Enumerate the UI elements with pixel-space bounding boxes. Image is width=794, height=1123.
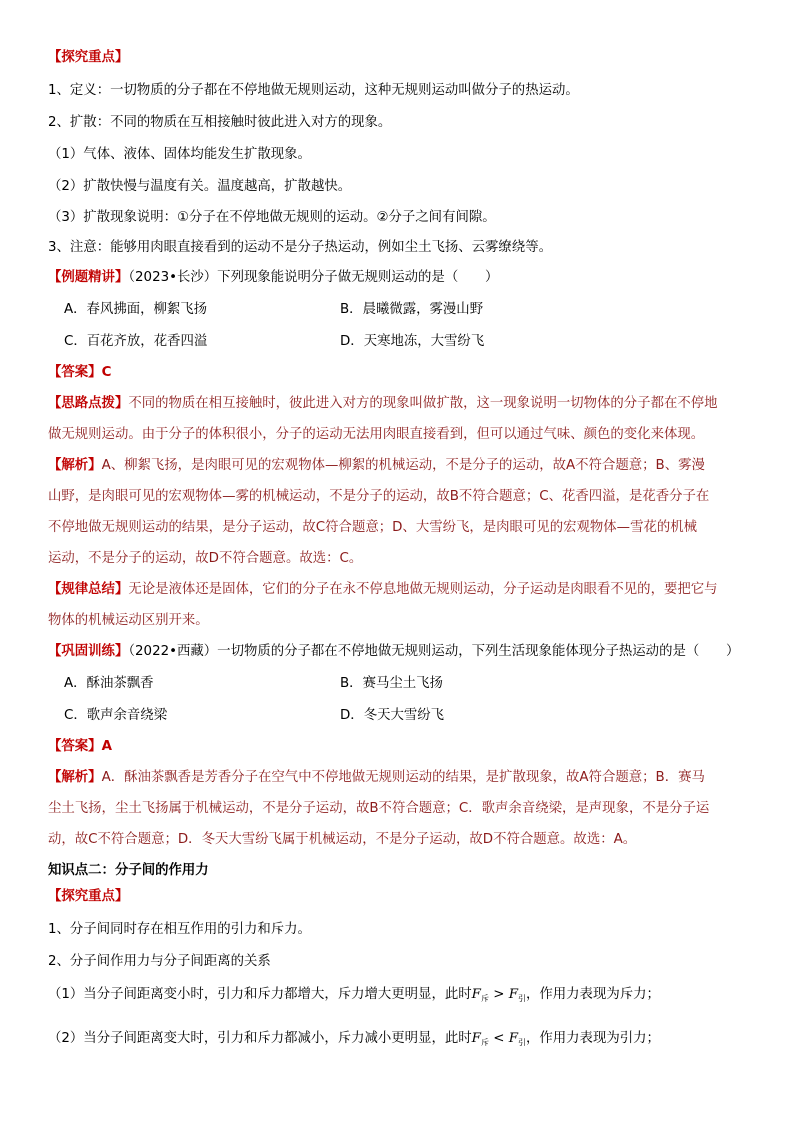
analysis-tag: 【解析】 (48, 458, 102, 473)
diffusion-sub-3: （3）扩散现象说明：①分子在不停地做无规则的运动。②分子之间有间隙。 (48, 210, 496, 225)
example-option-d: D．天寒地冻，大雪纷飞 (340, 334, 485, 349)
example-answer (48, 363, 111, 383)
practice-question-text: （2022•西藏）一切物质的分子都在不停地做无规则运动，下列生活现象能体现分子热运动的是（ ） (128, 644, 740, 659)
diffusion-sub-1: （1）气体、液体、固体均能发生扩散现象。 (48, 147, 311, 162)
hint-tag: 【思路点拨】 (48, 396, 129, 411)
definition-point: 1、定义：一切物质的分子都在不停地做无规则运动，这种无规则运动叫做分子的热运动。 (48, 83, 579, 98)
section-heading: 【探究重点】 (48, 889, 129, 904)
practice-option-c: C．歌声余音绕梁 (64, 708, 168, 723)
note-point: 3、注意：能够用肉眼直接看到的运动不是分子热运动，例如尘土飞扬、云雾缭绕等。 (48, 240, 552, 255)
force-point-1: 1、分子间同时存在相互作用的引力和斥力。 (48, 922, 311, 937)
rule-tag: 【规律总结】 (48, 582, 129, 597)
section-heading: 【探究重点】 (48, 50, 129, 65)
practice-option-a: A．酥油茶飘香 (64, 676, 154, 691)
answer-tag: 【答案】 (48, 739, 102, 754)
practice-analysis-line-2: 尘土飞扬，尘土飞扬属于机械运动，不是分子运动，故B不符合题意；C．歌声余音绕梁，是声现象，不是分子运 (48, 801, 710, 816)
example-question-text: （2023•长沙）下列现象能说明分子做无规则运动的是（ ） (128, 270, 499, 285)
force-symbol: F (471, 1031, 481, 1046)
practice-question (48, 642, 739, 662)
practice-option-b: B．赛马尘土飞扬 (340, 676, 443, 691)
force-symbol: F (508, 1031, 518, 1046)
analysis-line-2: 山野，是肉眼可见的宏观物体—雾的机械运动，不是分子的运动，故B不符合题意；C、花香四溢，是花香分子在 (48, 489, 710, 504)
hint-line-2: 做无规则运动。由于分子的体积很小，分子的运动无法用肉眼直接看到，但可以通过气味、颜色的变化来体现。 (48, 427, 705, 442)
example-question (48, 268, 498, 288)
force-condition-2: （2）当分子间距离变大时，引力和斥力都减小，斥力减小更明显，此时$F_斥 < F_引$，作用力表现为引力； (48, 1031, 660, 1047)
force-point-2: 2、分子间作用力与分子间距离的关系 (48, 954, 271, 969)
force-symbol: F (508, 987, 518, 1002)
example-option-a: A．春风拂面，柳絮飞扬 (64, 302, 208, 317)
analysis-line-3: 不停地做无规则运动的结果，是分子运动，故C符合题意；D、大雪纷飞，是肉眼可见的宏观物体—雪花的机械 (48, 520, 698, 535)
knowledge-point-title: 知识点二：分子间的作用力 (48, 863, 209, 878)
practice-analysis-line-3: 动，故C不符合题意；D．冬天大雪纷飞属于机械运动，不是分子运动，故D不符合题意。故选：A。 (48, 832, 637, 847)
example-option-b: B．晨曦微露，雾漫山野 (340, 302, 484, 317)
practice-tag: 【巩固训练】 (48, 644, 129, 659)
answer-value: A (101, 739, 112, 754)
diffusion-point: 2、扩散：不同的物质在互相接触时彼此进入对方的现象。 (48, 115, 392, 130)
practice-analysis-line-1: 【解析】A．酥油茶飘香是芳香分子在空气中不停地做无规则运动的结果，是扩散现象，故A符合题意；B．赛马 (48, 770, 705, 785)
analysis-line-1: 【解析】A、柳絮飞扬，是肉眼可见的宏观物体—柳絮的机械运动，不是分子的运动，故A不符合题意；B、雾漫 (48, 458, 705, 473)
hint-line-1: 【思路点拨】不同的物质在相互接触时，彼此进入对方的现象叫做扩散，这一现象说明一切物体的分子都在不停地 (48, 396, 718, 411)
example-tag: 【例题精讲】 (48, 270, 129, 285)
rule-line-1: 【规律总结】无论是液体还是固体，它们的分子在永不停息地做无规则运动，分子运动是肉眼看不见的，要把它与 (48, 582, 718, 597)
force-condition-1: （1）当分子间距离变小时，引力和斥力都增大，斥力增大更明显，此时$F_斥 > F_引$，作用力表现为斥力； (48, 987, 660, 1003)
force-symbol: F (471, 987, 481, 1002)
analysis-line-4: 运动，不是分子的运动，故D不符合题意。故选：C。 (48, 551, 363, 566)
answer-value: C (101, 365, 112, 380)
answer-tag: 【答案】 (48, 365, 102, 380)
practice-option-d: D．冬天大雪纷飞 (340, 708, 445, 723)
rule-line-2: 物体的机械运动区别开来。 (48, 613, 209, 628)
diffusion-sub-2: （2）扩散快慢与温度有关。温度越高，扩散越快。 (48, 179, 352, 194)
analysis-tag: 【解析】 (48, 770, 102, 785)
example-option-c: C．百花齐放，花香四溢 (64, 334, 208, 349)
practice-answer (48, 737, 112, 757)
